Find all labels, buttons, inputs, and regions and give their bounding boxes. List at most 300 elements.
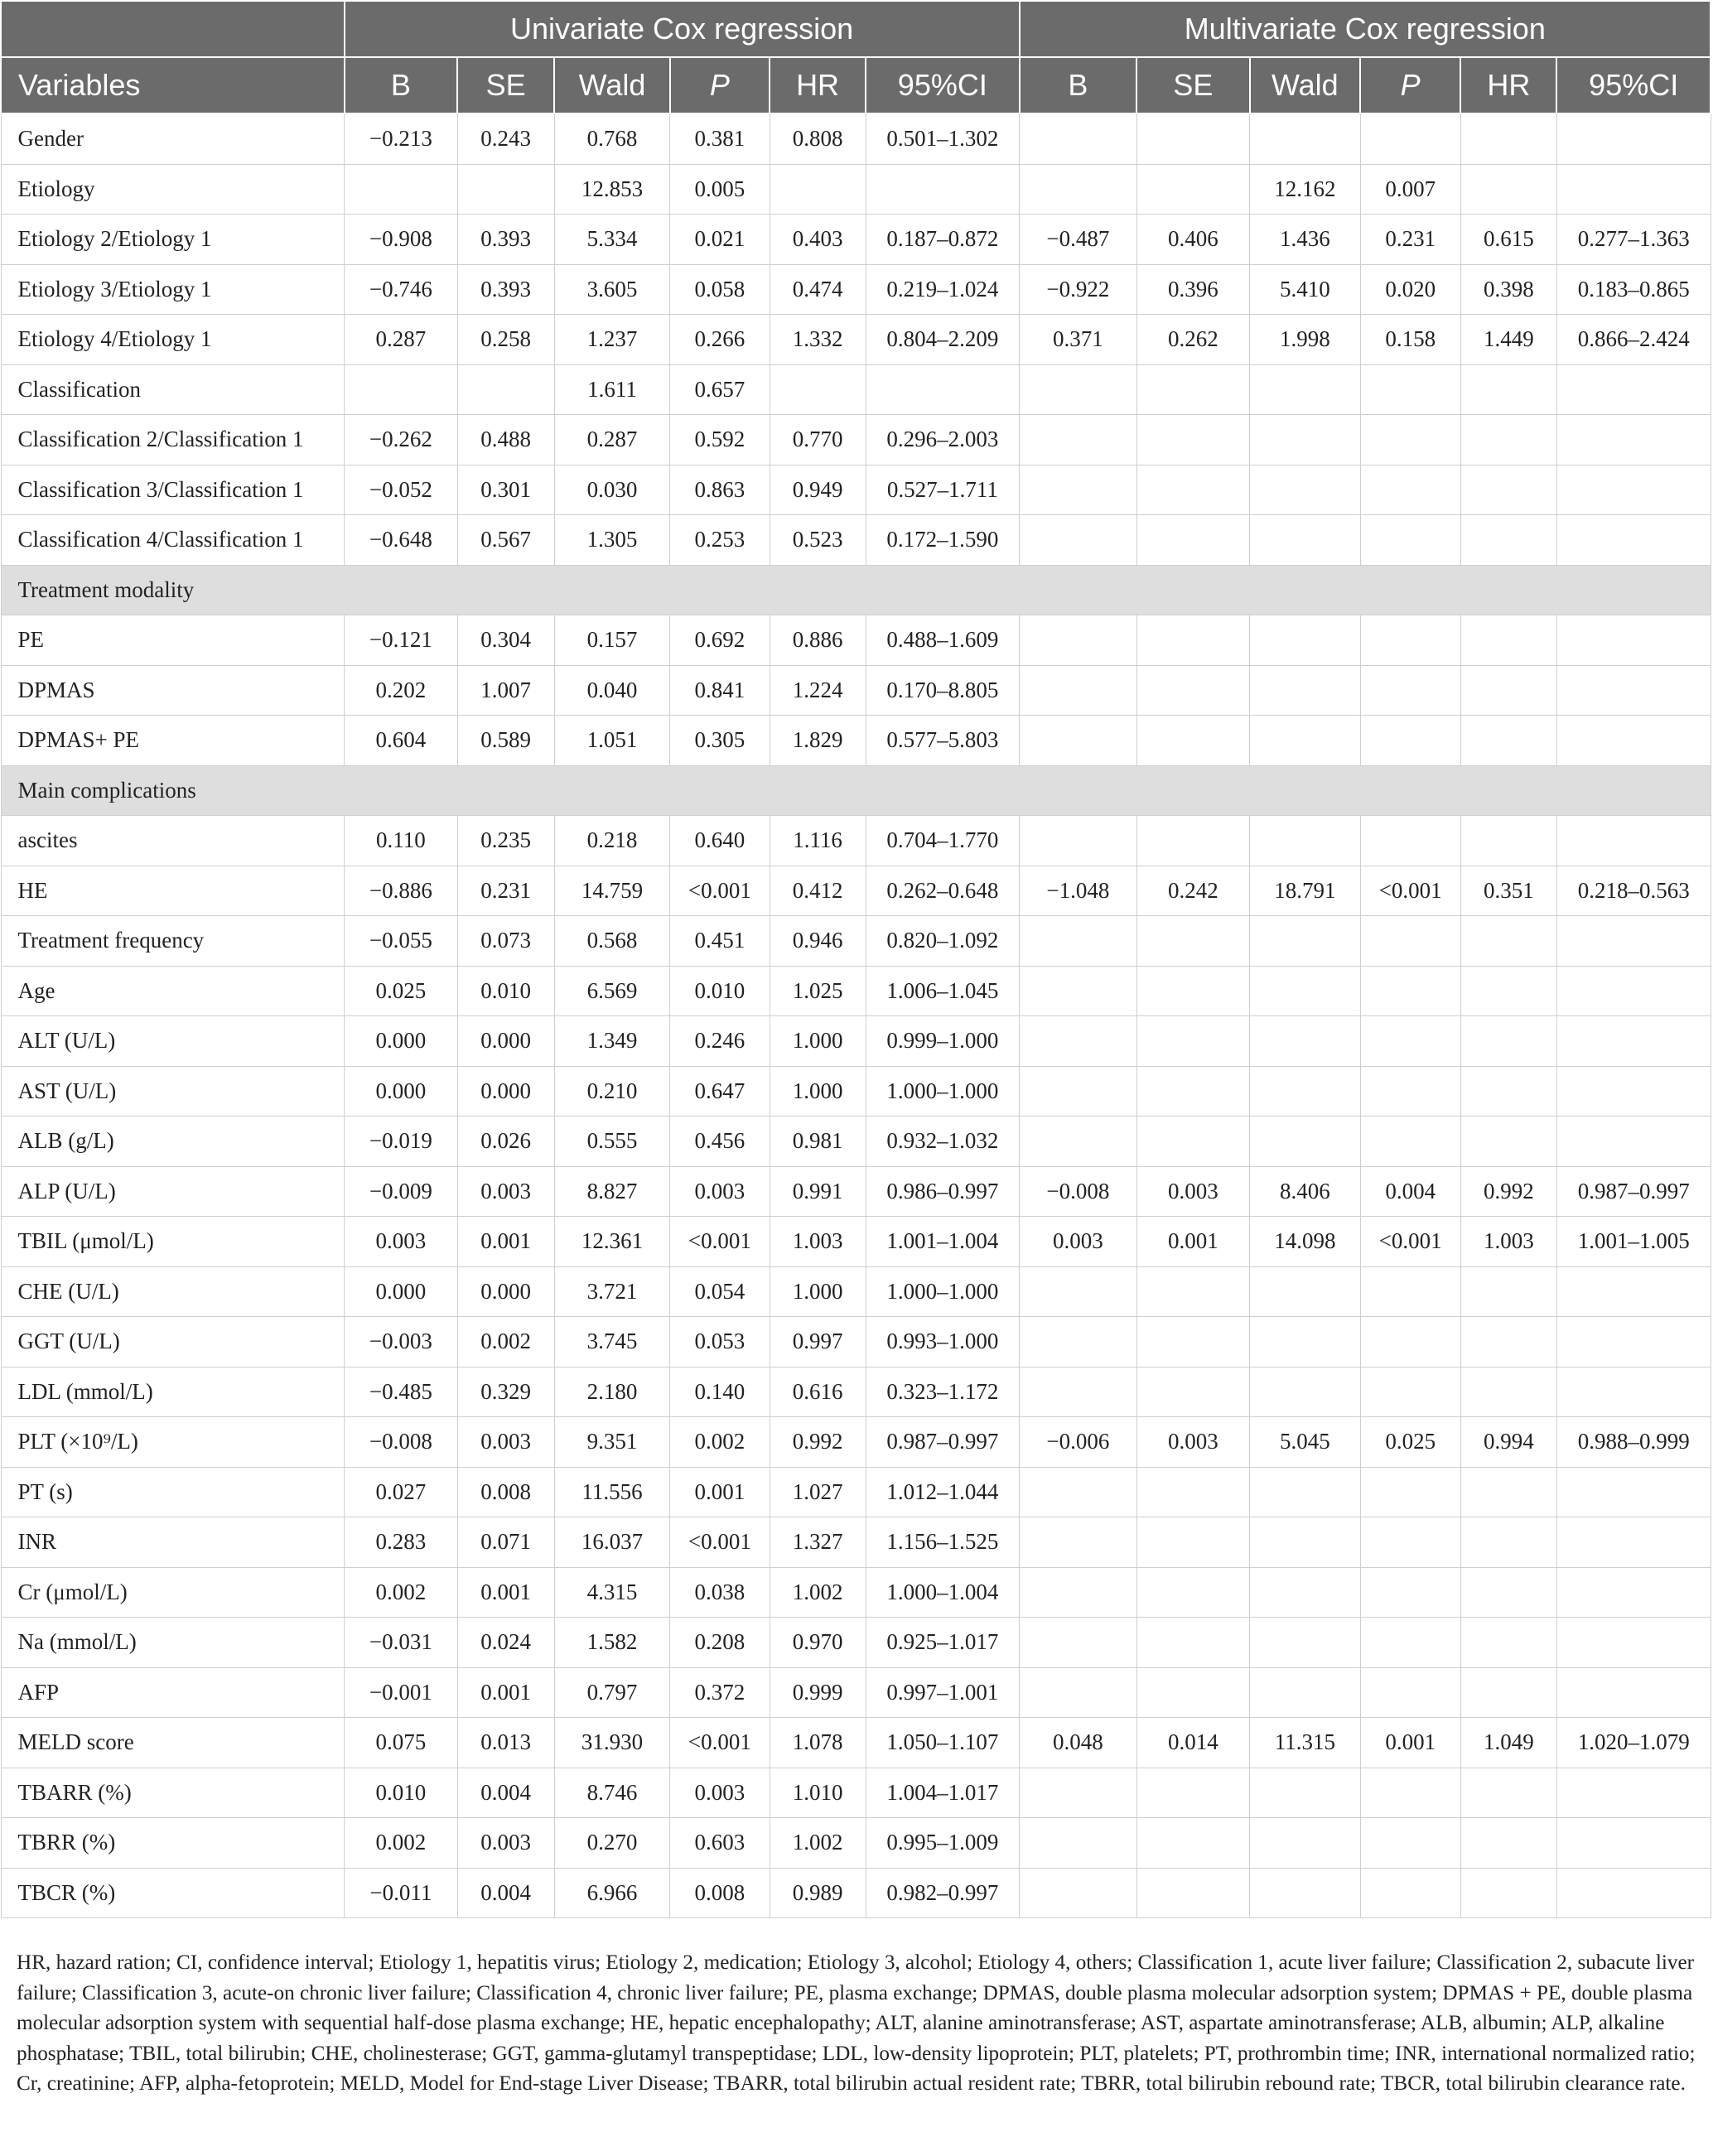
table-row (1, 866, 1711, 916)
table-row (1, 515, 1711, 566)
table-cell (1360, 1467, 1460, 1517)
table-cell: 0.992 (770, 1417, 866, 1468)
table-cell: 0.008 (457, 1467, 554, 1517)
variable-name-cell: Treatment frequency (1, 916, 345, 967)
table-cell (1020, 1016, 1137, 1067)
table-cell (1360, 1317, 1460, 1367)
table-cell: 0.640 (670, 816, 770, 866)
table-cell (1250, 1768, 1360, 1818)
table-cell (1250, 1618, 1360, 1668)
table-cell: 0.451 (670, 916, 770, 967)
table-cell: 0.003 (1136, 1166, 1250, 1217)
table-cell (1460, 1117, 1556, 1167)
table-cell: −0.487 (1020, 215, 1137, 265)
table-cell: 0.770 (770, 415, 866, 465)
table-row (1, 1117, 1711, 1167)
table-cell: 0.589 (457, 716, 554, 766)
table-cell: 0.000 (457, 1016, 554, 1067)
table-cell (1020, 1317, 1137, 1367)
variable-name-cell: Etiology 3/Etiology 1 (1, 264, 345, 315)
table-cell (1460, 1317, 1556, 1367)
table-cell (1250, 1868, 1360, 1918)
column-header-hr: HR (1460, 57, 1556, 113)
table-cell (1136, 415, 1250, 465)
table-row (1, 315, 1711, 365)
table-cell: 3.721 (554, 1266, 670, 1317)
table-cell: 0.992 (1460, 1166, 1556, 1217)
table-cell (1020, 1117, 1137, 1167)
table-row (1, 113, 1711, 164)
table-cell: −0.886 (345, 866, 458, 916)
table-cell: 0.808 (770, 113, 866, 164)
table-cell: 0.287 (554, 415, 670, 465)
table-cell: 0.040 (554, 665, 670, 716)
table-cell (1556, 465, 1711, 515)
table-cell: 5.045 (1250, 1417, 1360, 1468)
table-cell: −0.262 (345, 415, 458, 465)
table-cell: 0.523 (770, 515, 866, 566)
table-cell: 16.037 (554, 1517, 670, 1568)
table-cell: 0.187–0.872 (866, 215, 1019, 265)
table-cell (770, 364, 866, 415)
table-cell (1460, 916, 1556, 967)
variable-name-cell: PE (1, 615, 345, 666)
table-cell: −0.746 (345, 264, 458, 315)
table-row (1, 1667, 1711, 1718)
table-cell: 0.949 (770, 465, 866, 515)
table-cell (1556, 966, 1711, 1016)
table-cell: 0.253 (670, 515, 770, 566)
table-cell (1250, 1066, 1360, 1117)
table-cell (457, 364, 554, 415)
table-cell: 0.235 (457, 816, 554, 866)
table-cell: 0.000 (345, 1016, 458, 1067)
table-cell: 1.002 (770, 1818, 866, 1869)
table-cell: 0.398 (1460, 264, 1556, 315)
table-cell: 1.001–1.005 (1556, 1217, 1711, 1267)
table-cell: 1.224 (770, 665, 866, 716)
table-cell: <0.001 (670, 1718, 770, 1768)
table-cell: 11.556 (554, 1467, 670, 1517)
table-cell: 0.002 (345, 1567, 458, 1618)
table-cell (1136, 816, 1250, 866)
table-cell (1250, 966, 1360, 1016)
table-cell: 0.231 (457, 866, 554, 916)
table-cell: 9.351 (554, 1417, 670, 1468)
table-cell: 0.004 (457, 1768, 554, 1818)
table-row (1, 665, 1711, 716)
variable-name-cell: Na (mmol/L) (1, 1618, 345, 1668)
table-cell: 8.746 (554, 1768, 670, 1818)
table-cell (1556, 1016, 1711, 1067)
table-cell: 0.603 (670, 1818, 770, 1869)
table-cell (770, 164, 866, 215)
table-cell: 0.351 (1460, 866, 1556, 916)
table-cell: 0.577–5.803 (866, 716, 1019, 766)
table-cell: 0.592 (670, 415, 770, 465)
table-cell: −0.485 (345, 1367, 458, 1417)
column-header-variables: Variables (1, 57, 345, 113)
table-cell: 0.296–2.003 (866, 415, 1019, 465)
table-cell (1460, 615, 1556, 666)
table-cell (1460, 1066, 1556, 1117)
table-cell (1556, 665, 1711, 716)
table-cell: 5.410 (1250, 264, 1360, 315)
table-cell (1020, 665, 1137, 716)
variable-name-cell: LDL (mmol/L) (1, 1367, 345, 1417)
table-cell (1360, 966, 1460, 1016)
table-cell: 0.987–0.997 (1556, 1166, 1711, 1217)
table-cell: 0.841 (670, 665, 770, 716)
table-cell: 0.157 (554, 615, 670, 666)
table-cell: 0.270 (554, 1818, 670, 1869)
table-cell: 0.210 (554, 1066, 670, 1117)
table-cell: 0.283 (345, 1517, 458, 1568)
table-cell: 0.007 (1360, 164, 1460, 215)
table-cell (1020, 1066, 1137, 1117)
table-cell (1136, 1618, 1250, 1668)
table-cell (1250, 415, 1360, 465)
variable-name-cell: DPMAS+ PE (1, 716, 345, 766)
table-cell: 1.000 (770, 1016, 866, 1067)
variable-name-cell: Classification 4/Classification 1 (1, 515, 345, 566)
table-cell: 1.002 (770, 1567, 866, 1618)
table-cell (1360, 1618, 1460, 1668)
table-cell: 0.038 (670, 1567, 770, 1618)
table-cell: 0.863 (670, 465, 770, 515)
table-cell (1360, 816, 1460, 866)
table-cell: 0.986–0.997 (866, 1166, 1019, 1217)
table-cell (1556, 1818, 1711, 1869)
table-cell (1020, 1467, 1137, 1517)
table-cell (1020, 716, 1137, 766)
table-cell (457, 164, 554, 215)
table-cell (1460, 364, 1556, 415)
table-cell (1556, 164, 1711, 215)
table-cell: 1.003 (1460, 1217, 1556, 1267)
table-cell (1250, 364, 1360, 415)
table-cell: 0.075 (345, 1718, 458, 1768)
table-cell: 0.208 (670, 1618, 770, 1668)
table-cell: 0.999–1.000 (866, 1016, 1019, 1067)
section-label: Treatment modality (1, 565, 1711, 615)
table-row (1, 1066, 1711, 1117)
variable-name-cell: Classification 3/Classification 1 (1, 465, 345, 515)
table-cell: 0.027 (345, 1467, 458, 1517)
table-cell (1556, 113, 1711, 164)
table-row (1, 465, 1711, 515)
table-cell (1020, 1818, 1137, 1869)
column-header-wald: Wald (554, 57, 670, 113)
table-cell: 1.012–1.044 (866, 1467, 1019, 1517)
table-cell: 0.001 (670, 1467, 770, 1517)
table-cell: 0.073 (457, 916, 554, 967)
table-row (1, 364, 1711, 415)
table-row (1, 164, 1711, 215)
table-cell: 0.001 (457, 1567, 554, 1618)
table-cell: 0.456 (670, 1117, 770, 1167)
table-cell: 14.759 (554, 866, 670, 916)
table-cell (1020, 164, 1137, 215)
table-cell (1460, 1517, 1556, 1568)
table-cell: 0.053 (670, 1317, 770, 1367)
table-cell (1460, 1818, 1556, 1869)
table-cell (1136, 515, 1250, 566)
table-cell: 8.827 (554, 1166, 670, 1217)
table-cell (1556, 1467, 1711, 1517)
table-cell: 0.243 (457, 113, 554, 164)
table-cell (1460, 515, 1556, 566)
variable-name-cell: AST (U/L) (1, 1066, 345, 1117)
table-cell: 0.000 (457, 1266, 554, 1317)
variable-name-cell: DPMAS (1, 665, 345, 716)
table-row (1, 615, 1711, 666)
table-row (1, 215, 1711, 265)
table-cell (1360, 465, 1460, 515)
variable-name-cell: PT (s) (1, 1467, 345, 1517)
table-cell (1556, 1117, 1711, 1167)
table-cell (1360, 1818, 1460, 1869)
table-cell: 0.003 (457, 1818, 554, 1869)
table-cell: 1.449 (1460, 315, 1556, 365)
table-cell: 0.218 (554, 816, 670, 866)
table-cell: 0.246 (670, 1016, 770, 1067)
table-cell (1556, 364, 1711, 415)
table-cell (1556, 1317, 1711, 1367)
table-cell (1136, 1818, 1250, 1869)
table-cell (1360, 1016, 1460, 1067)
table-row (1, 1818, 1711, 1869)
table-cell: 0.568 (554, 916, 670, 967)
table-cell (1250, 916, 1360, 967)
table-cell: 1.436 (1250, 215, 1360, 265)
table-cell: 0.110 (345, 816, 458, 866)
header-group-row (1, 1, 1711, 57)
column-header-p: P (670, 57, 770, 113)
table-row (1, 1266, 1711, 1317)
table-cell: 0.003 (457, 1166, 554, 1217)
table-cell (1360, 1868, 1460, 1918)
table-cell (1460, 1266, 1556, 1317)
variable-name-cell: Gender (1, 113, 345, 164)
table-cell (1250, 113, 1360, 164)
table-cell (1250, 1467, 1360, 1517)
table-cell: 11.315 (1250, 1718, 1360, 1768)
table-cell (1250, 1117, 1360, 1167)
table-cell: −0.011 (345, 1868, 458, 1918)
table-cell (1460, 1016, 1556, 1067)
table-cell (1136, 1868, 1250, 1918)
table-cell: 4.315 (554, 1567, 670, 1618)
table-cell (1460, 665, 1556, 716)
table-cell (1136, 1367, 1250, 1417)
table-cell (1136, 966, 1250, 1016)
table-cell (1020, 364, 1137, 415)
table-cell: 0.797 (554, 1667, 670, 1718)
table-cell: −0.008 (1020, 1166, 1137, 1217)
table-cell (1360, 716, 1460, 766)
table-cell: 0.262–0.648 (866, 866, 1019, 916)
table-cell: 0.058 (670, 264, 770, 315)
table-cell (1136, 1317, 1250, 1367)
table-row (1, 1618, 1711, 1668)
table-cell: −0.001 (345, 1667, 458, 1718)
table-cell (1136, 465, 1250, 515)
table-cell: 1.349 (554, 1016, 670, 1067)
table-cell: 0.002 (457, 1317, 554, 1367)
table-row (1, 1718, 1711, 1768)
table-cell (1460, 1868, 1556, 1918)
table-row (1, 1417, 1711, 1468)
table-cell: 0.002 (670, 1417, 770, 1468)
table-row (1, 1166, 1711, 1217)
table-cell (345, 164, 458, 215)
table-cell (1020, 1768, 1137, 1818)
table-cell: 0.025 (1360, 1417, 1460, 1468)
table-cell (1360, 415, 1460, 465)
table-cell: 0.488 (457, 415, 554, 465)
table-cell: 0.258 (457, 315, 554, 365)
table-cell (1556, 1618, 1711, 1668)
table-row (1, 1517, 1711, 1568)
table-cell (1020, 816, 1137, 866)
table-cell (1136, 665, 1250, 716)
table-cell: 0.140 (670, 1367, 770, 1417)
table-cell (1250, 515, 1360, 566)
table-cell (1136, 1667, 1250, 1718)
table-cell (866, 164, 1019, 215)
table-cell (1460, 1367, 1556, 1417)
table-cell (1250, 1667, 1360, 1718)
variable-name-cell: Etiology 4/Etiology 1 (1, 315, 345, 365)
table-cell (1360, 615, 1460, 666)
univariate-group-header: Univariate Cox regression (345, 1, 1020, 57)
column-header-se: SE (457, 57, 554, 113)
table-cell: 0.323–1.172 (866, 1367, 1019, 1417)
table-cell: 0.001 (1360, 1718, 1460, 1768)
table-cell (1460, 1667, 1556, 1718)
table-cell (1250, 716, 1360, 766)
table-cell: 0.025 (345, 966, 458, 1016)
header-blank-cell (1, 1, 345, 57)
table-cell: −0.003 (345, 1317, 458, 1367)
column-header-se: SE (1136, 57, 1250, 113)
table-cell (1250, 816, 1360, 866)
variable-name-cell: ALP (U/L) (1, 1166, 345, 1217)
table-cell: <0.001 (670, 1217, 770, 1267)
table-cell: 1.078 (770, 1718, 866, 1768)
table-cell: 0.615 (1460, 215, 1556, 265)
table-row (1, 1367, 1711, 1417)
variable-name-cell: INR (1, 1517, 345, 1568)
column-header-b: B (345, 57, 458, 113)
table-cell (1136, 1266, 1250, 1317)
table-cell: 0.218–0.563 (1556, 866, 1711, 916)
variable-name-cell: TBCR (%) (1, 1868, 345, 1918)
table-cell (1460, 465, 1556, 515)
table-cell: 0.020 (1360, 264, 1460, 315)
table-cell (1250, 1517, 1360, 1568)
table-cell: 0.396 (1136, 264, 1250, 315)
table-cell (1460, 816, 1556, 866)
table-cell: 0.371 (1020, 315, 1137, 365)
table-cell (1460, 1567, 1556, 1618)
table-cell: 1.001–1.004 (866, 1217, 1019, 1267)
table-cell (1556, 1868, 1711, 1918)
table-cell: 0.988–0.999 (1556, 1417, 1711, 1468)
table-cell: 0.024 (457, 1618, 554, 1668)
table-cell (1020, 515, 1137, 566)
table-cell: 12.162 (1250, 164, 1360, 215)
table-cell: 1.004–1.017 (866, 1768, 1019, 1818)
table-cell (1360, 1266, 1460, 1317)
table-cell: <0.001 (1360, 1217, 1460, 1267)
table-cell: 0.003 (457, 1417, 554, 1468)
table-cell: 0.768 (554, 113, 670, 164)
table-cell (1556, 1266, 1711, 1317)
table-cell (1136, 364, 1250, 415)
table-cell: 1.025 (770, 966, 866, 1016)
table-cell (1250, 1818, 1360, 1869)
table-cell: 0.804–2.209 (866, 315, 1019, 365)
table-cell: 0.567 (457, 515, 554, 566)
variable-name-cell: Etiology (1, 164, 345, 215)
table-cell (1250, 1367, 1360, 1417)
table-cell: −0.008 (345, 1417, 458, 1468)
table-cell (1020, 615, 1137, 666)
section-label: Main complications (1, 765, 1711, 816)
table-cell: 0.000 (345, 1066, 458, 1117)
table-cell (1250, 1266, 1360, 1317)
table-cell: <0.001 (670, 866, 770, 916)
table-cell: 0.820–1.092 (866, 916, 1019, 967)
table-cell: 1.020–1.079 (1556, 1718, 1711, 1768)
table-cell (1556, 816, 1711, 866)
table-row (1, 1868, 1711, 1918)
table-cell: 6.966 (554, 1868, 670, 1918)
table-cell (1136, 1117, 1250, 1167)
table-cell: 0.000 (457, 1066, 554, 1117)
table-cell: 2.180 (554, 1367, 670, 1417)
table-cell: −0.055 (345, 916, 458, 967)
table-cell: <0.001 (670, 1517, 770, 1568)
table-cell (1460, 164, 1556, 215)
table-cell: 0.301 (457, 465, 554, 515)
table-cell: 0.021 (670, 215, 770, 265)
table-cell: 1.006–1.045 (866, 966, 1019, 1016)
table-cell: 0.172–1.590 (866, 515, 1019, 566)
table-cell: 0.071 (457, 1517, 554, 1568)
table-cell (1556, 415, 1711, 465)
table-cell: 0.993–1.000 (866, 1317, 1019, 1367)
table-cell: 0.026 (457, 1117, 554, 1167)
table-cell (1136, 164, 1250, 215)
table-cell: 1.003 (770, 1217, 866, 1267)
table-cell (1136, 1768, 1250, 1818)
table-cell: 0.054 (670, 1266, 770, 1317)
variable-name-cell: Cr (μmol/L) (1, 1567, 345, 1618)
table-cell (1020, 1517, 1137, 1568)
table-cell (1020, 1618, 1137, 1668)
table-cell: 1.237 (554, 315, 670, 365)
table-cell: 1.000 (770, 1066, 866, 1117)
table-cell: 1.305 (554, 515, 670, 566)
table-cell (1460, 113, 1556, 164)
section-header-row (1, 765, 1711, 816)
table-cell (1136, 1517, 1250, 1568)
column-header-b: B (1020, 57, 1137, 113)
section-header-row (1, 565, 1711, 615)
